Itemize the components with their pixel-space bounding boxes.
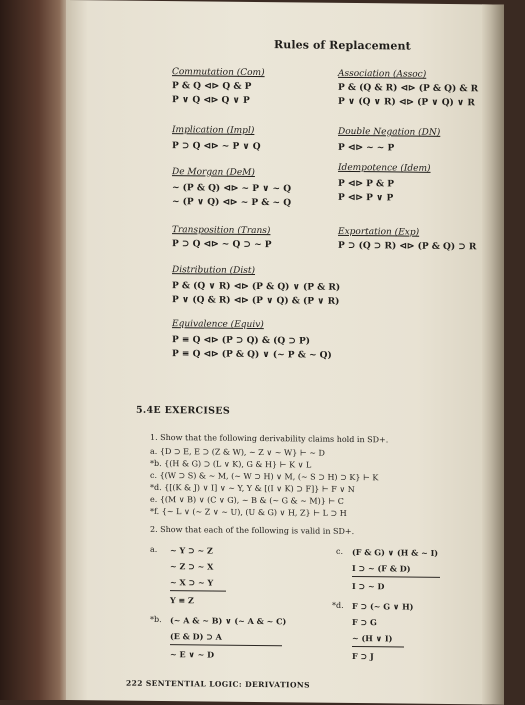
exercise-1-item: c. {(W ⊃ S) & ~ M, (~ W ⊃ H) ∨ M, (~ S ⊃ H) ⊃ K} ⊢ K	[150, 470, 379, 483]
exercise-1-item: a. {D ⊃ E, E ⊃ (Z & W), ~ Z ∨ ~ W} ⊢ ~ D	[150, 446, 325, 458]
premise: (F & G) ∨ (H & ~ I)	[352, 546, 439, 558]
conclusion: ~ E ∨ ~ D	[170, 649, 215, 660]
exercise-1-item: *d. {[(K & J) ∨ I] ∨ ~ Y, Y & [(I ∨ K) ⊃ F]} ⊢ F ∨ N	[150, 482, 355, 495]
conclusion-line	[352, 576, 440, 578]
rule-line: P ∨ Q ⊲⊳ Q ∨ P	[172, 95, 250, 106]
rule-line: P ⊃ Q ⊲⊳ ~ Q ⊃ ~ P	[172, 239, 272, 251]
exercise-1-item: e. {(M ∨ B) ∨ (C ∨ G), ~ B & (~ G & ~ M)} ⊢ C	[150, 494, 344, 506]
premise: (~ A & ~ B) ∨ (~ A & ~ C)	[170, 615, 287, 627]
premise: F ⊃ (~ G ∨ H)	[352, 600, 414, 612]
page-footer: 222 SENTENTIAL LOGIC: DERIVATIONS	[126, 678, 310, 690]
premise: ~ Z ⊃ ~ X	[170, 561, 214, 572]
rule-line: P ⊃ (Q ⊃ R) ⊲⊳ (P & Q) ⊃ R	[338, 240, 477, 253]
rule-name-de-morgan: De Morgan (DeM)	[172, 167, 255, 178]
rule-name-equivalence: Equivalence (Equiv)	[172, 319, 264, 331]
rule-line: P ⊃ Q ⊲⊳ ~ P ∨ Q	[172, 141, 261, 153]
section-heading: 5.4E EXERCISES	[136, 404, 230, 417]
premise: (E & D) ⊃ A	[170, 631, 222, 642]
conclusion: F ⊃ J	[352, 650, 374, 662]
conclusion-line	[170, 590, 226, 592]
rule-name-transposition: Transposition (Trans)	[172, 225, 271, 237]
rule-line: P ≡ Q ⊲⊳ (P & Q) ∨ (~ P & ~ Q)	[172, 349, 332, 361]
page-edge	[482, 4, 504, 704]
premise: F ⊃ G	[352, 616, 377, 628]
conclusion: Y ≡ Z	[170, 595, 194, 606]
rule-line: ~ (P ∨ Q) ⊲⊳ ~ P & ~ Q	[172, 197, 292, 209]
exercise-1-prompt: 1. Show that the following derivability claims hold in SD+.	[150, 432, 389, 445]
rule-line: P & (Q ∨ R) ⊲⊳ (P & Q) ∨ (P & R)	[172, 281, 341, 293]
conclusion: I ⊃ ~ D	[352, 580, 385, 592]
rule-line: P ∨ (Q ∨ R) ⊲⊳ (P ∨ Q) ∨ R	[338, 96, 475, 109]
rule-name-exportation: Exportation (Exp)	[338, 226, 420, 238]
rule-line: P ⊲⊳ P & P	[338, 178, 395, 190]
book-spine-shadow	[0, 0, 70, 700]
rule-line: P & Q ⊲⊳ Q & P	[172, 81, 252, 92]
rule-name-commutation: Commutation (Com)	[172, 67, 265, 79]
rule-line: P ⊲⊳ ~ ~ P	[338, 142, 395, 154]
exercise-2d-label: *d.	[332, 600, 344, 610]
conclusion-line	[170, 644, 282, 646]
rule-name-idempotence: Idempotence (Idem)	[338, 162, 431, 174]
rule-name-distribution: Distribution (Dist)	[172, 265, 255, 276]
book-page	[66, 0, 504, 705]
rule-name-implication: Implication (Impl)	[172, 125, 255, 136]
conclusion-line	[352, 646, 404, 648]
page-title: Rules of Replacement	[274, 38, 411, 53]
exercise-2c-label: c.	[336, 546, 344, 556]
rule-line: P ≡ Q ⊲⊳ (P ⊃ Q) & (Q ⊃ P)	[172, 335, 311, 347]
rule-line: P ∨ (Q & R) ⊲⊳ (P ∨ Q) & (P ∨ R)	[172, 295, 340, 307]
premise: ~ Y ⊃ ~ Z	[170, 545, 213, 556]
rule-name-association: Association (Assoc)	[338, 68, 427, 80]
rule-line: P & (Q & R) ⊲⊳ (P & Q) & R	[338, 82, 479, 95]
exercise-2a-label: a.	[150, 544, 158, 554]
exercise-2b-label: *b.	[150, 614, 162, 625]
exercise-1-item: *f. {~ L ∨ (~ Z ∨ ~ U), (U & G) ∨ H, Z} ⊢ L ⊃ H	[150, 506, 347, 518]
rule-line: P ⊲⊳ P ∨ P	[338, 192, 394, 204]
rule-line: ~ (P & Q) ⊲⊳ ~ P ∨ ~ Q	[172, 183, 292, 195]
rule-name-double-negation: Double Negation (DN)	[338, 126, 441, 138]
exercise-2-prompt: 2. Show that each of the following is valid in SD+.	[150, 524, 355, 537]
premise: ~ (H ∨ I)	[352, 632, 393, 644]
premise: ~ X ⊃ ~ Y	[170, 577, 214, 588]
exercise-1-item: *b. {(H & G) ⊃ (L ∨ K), G & H} ⊢ K ∨ L	[150, 458, 312, 470]
premise: I ⊃ ~ (F & D)	[352, 562, 411, 574]
